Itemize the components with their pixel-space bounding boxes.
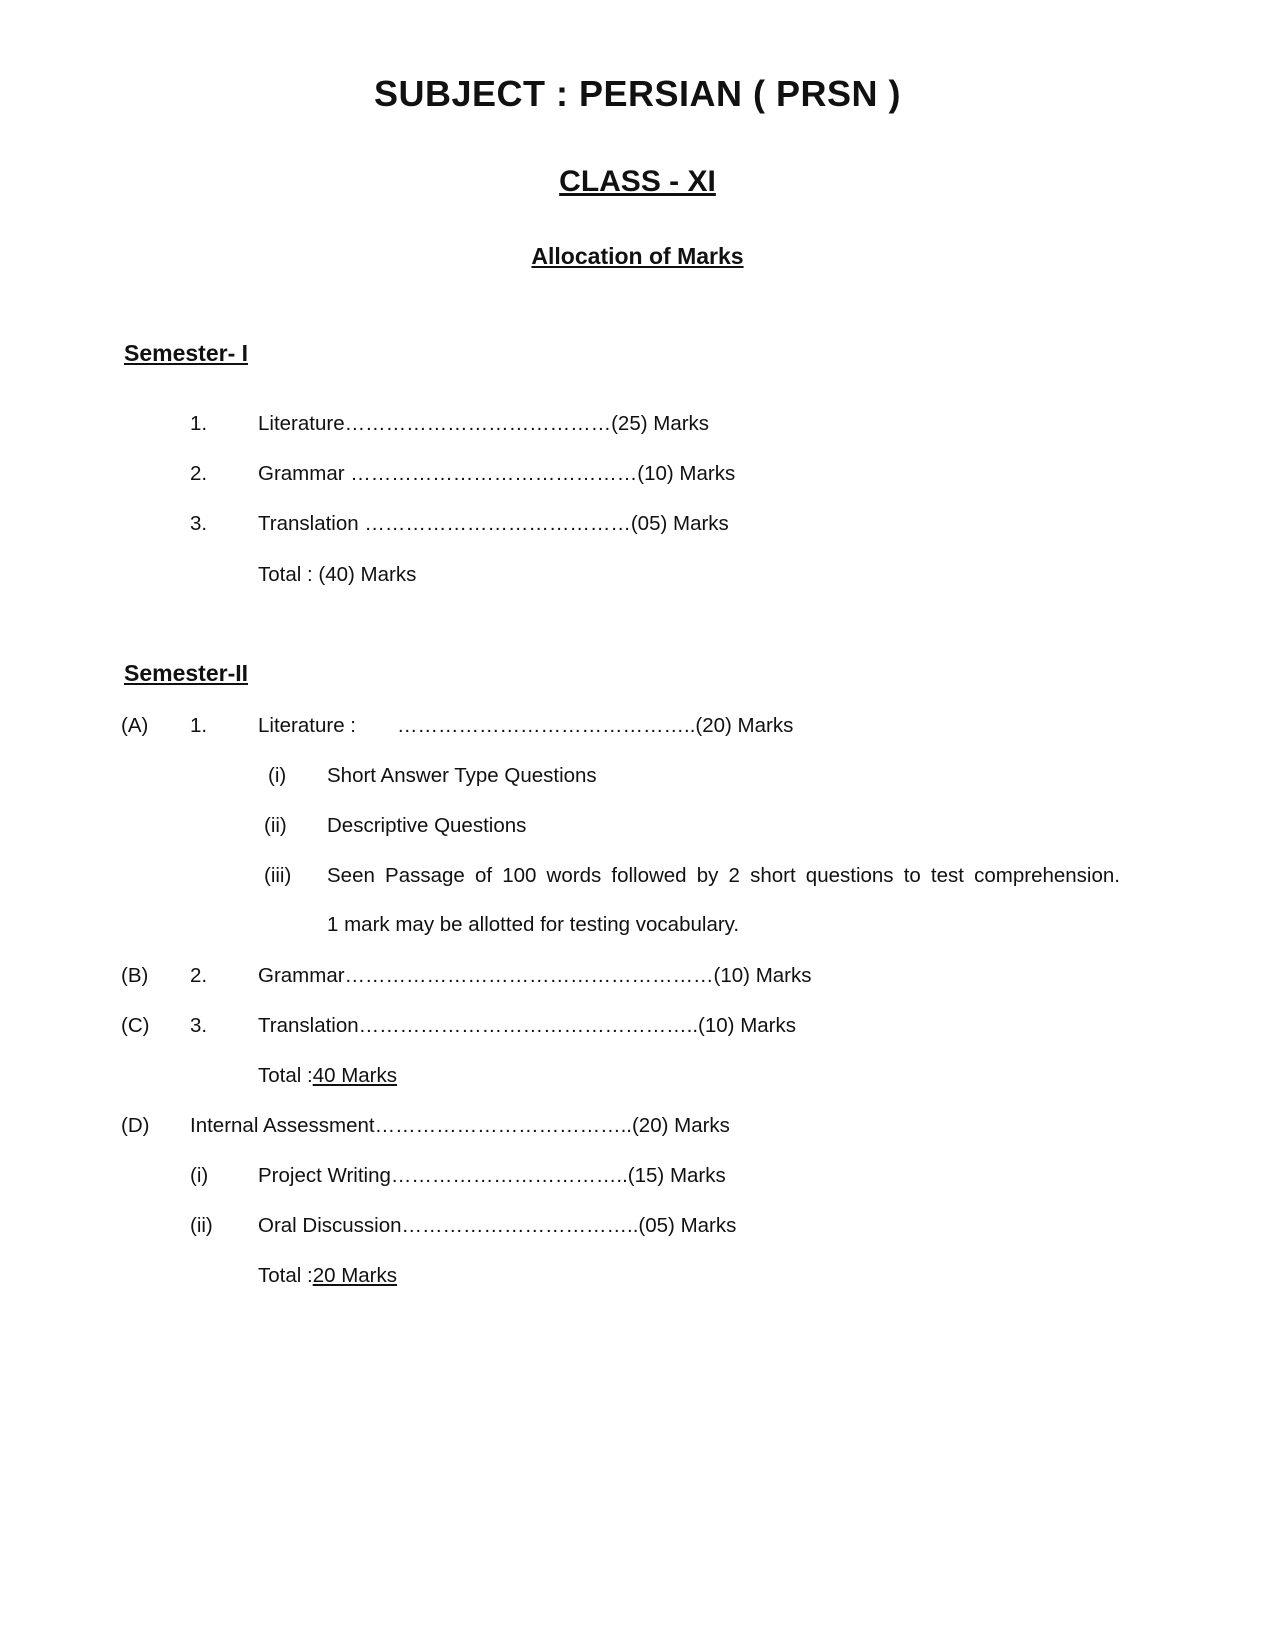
sem2-total-2-label: Total : — [258, 1264, 313, 1287]
sem1-item-3-number: 3. — [190, 512, 208, 535]
sem2-total-1-label: Total : — [258, 1064, 313, 1087]
page-title: SUBJECT : PERSIAN ( PRSN ) — [373, 73, 902, 114]
section-d-text: Internal Assessment………………………………..(20) Marks — [190, 1114, 730, 1137]
sem1-total: Total : (40) Marks — [258, 563, 417, 586]
sub-item-2-number: (ii) — [264, 814, 287, 837]
sem2-total-1 — [258, 1064, 397, 1088]
section-c-text: Translation…………………………………………..(10) Marks — [258, 1014, 796, 1037]
semester-1-heading: Semester- I — [124, 340, 249, 366]
sub-item-2-text: Descriptive Questions — [327, 814, 527, 837]
sem1-item-1-text: Literature…………………………………(25) Marks — [258, 412, 710, 435]
sem1-item-1-number: 1. — [190, 412, 208, 435]
section-a-letter: (A) — [121, 714, 149, 737]
section-a-label: Literature : — [258, 714, 356, 737]
section-c-number: 3. — [190, 1014, 208, 1037]
sem1-item-2-number: 2. — [190, 462, 208, 485]
sub-item-3-text: Seen Passage of 100 words followed by 2 short questions to test comprehension. — [327, 864, 1120, 887]
section-c-letter: (C) — [121, 1014, 150, 1037]
sem2-total-2 — [258, 1264, 397, 1288]
section-b-letter: (B) — [121, 964, 149, 987]
d-item-2-text: Oral Discussion……………………………..(05) Marks — [258, 1214, 737, 1237]
sem2-total-1-value: 40 Marks — [312, 1064, 398, 1087]
sem2-total-2-value: 20 Marks — [312, 1264, 398, 1287]
sub-item-3-text-continued: 1 mark may be allotted for testing vocabulary. — [327, 913, 740, 936]
allocation-heading: Allocation of Marks — [531, 243, 744, 269]
class-heading: CLASS - XI — [559, 165, 716, 198]
section-b-text: Grammar………………………………………………(10) Marks — [258, 964, 812, 987]
sub-item-3-number: (iii) — [264, 864, 292, 887]
d-item-2-number: (ii) — [190, 1214, 213, 1237]
sub-item-1-number: (i) — [268, 764, 287, 787]
sub-item-1-text: Short Answer Type Questions — [327, 764, 597, 787]
section-a-marks: ……………………………………..(20) Marks — [397, 714, 794, 737]
section-b-number: 2. — [190, 964, 208, 987]
sem1-item-2-text: Grammar ……………………………………(10) Marks — [258, 462, 736, 485]
section-a-number: 1. — [190, 714, 208, 737]
semester-2-heading: Semester-II — [124, 660, 249, 686]
d-item-1-text: Project Writing……………………………..(15) Marks — [258, 1164, 726, 1187]
d-item-1-number: (i) — [190, 1164, 209, 1187]
section-d-letter: (D) — [121, 1114, 150, 1137]
sem1-item-3-text: Translation …………………………………(05) Marks — [258, 512, 729, 535]
